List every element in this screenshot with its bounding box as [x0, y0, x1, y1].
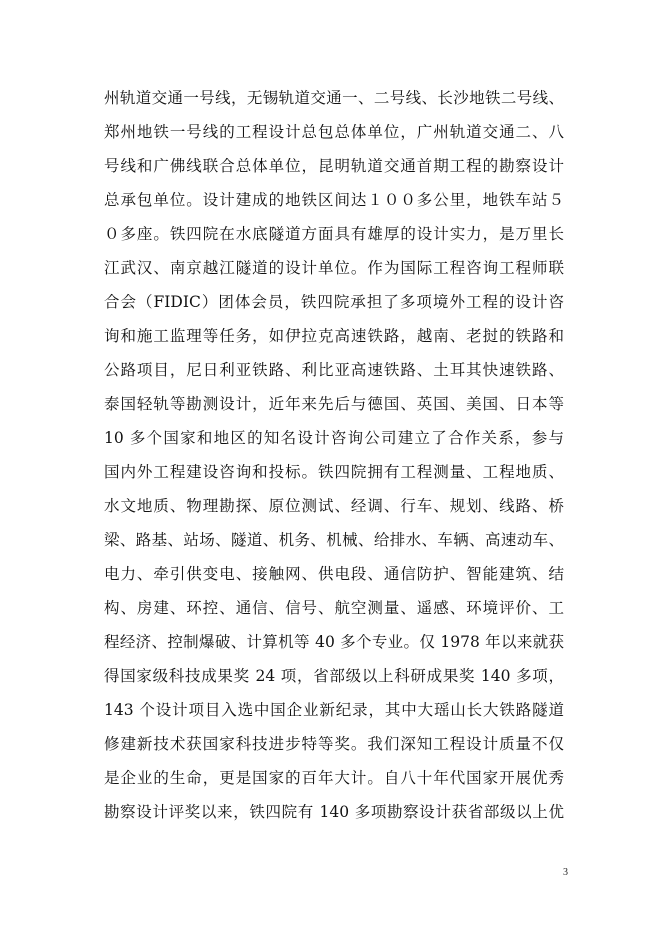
text-line: 得国家级科技成果奖 24 项，省部级以上科研成果奖 140 多项， — [104, 667, 564, 685]
text-line: 泰国轻轨等勘测设计，近年来先后与德国、英国、美国、日本等 — [104, 395, 564, 413]
text-line: 勘察设计评奖以来，铁四院有 140 多项勘察设计获省部级以上优 — [104, 803, 564, 821]
text-line: 构、房建、环控、通信、信号、航空测量、遥感、环境评价、工 — [104, 599, 564, 617]
text-line: 是企业的生命，更是国家的百年大计。自八十年代国家开展优秀 — [104, 769, 564, 787]
text-line: 江武汉、南京越江隧道的设计单位。作为国际工程咨询工程师联 — [104, 259, 564, 277]
text-line: 修建新技术获国家科技进步特等奖。我们深知工程设计质量不仅 — [104, 735, 564, 753]
text-line: 号线和广佛线联合总体单位，昆明轨道交通首期工程的勘察设计 — [104, 157, 564, 175]
page-number: 3 — [563, 867, 568, 878]
text-line: 总承包单位。设计建成的地铁区间达１００多公里，地铁车站５ — [104, 191, 564, 209]
text-line: 州轨道交通一号线，无锡轨道交通一、二号线、长沙地铁二号线、 — [104, 89, 564, 107]
text-line: 郑州地铁一号线的工程设计总包总体单位，广州轨道交通二、八 — [104, 123, 564, 141]
text-line: 公路项目，尼日利亚铁路、利比亚高速铁路、土耳其快速铁路、 — [104, 361, 564, 379]
text-line: 143 个设计项目入选中国企业新纪录，其中大瑶山长大铁路隧道 — [104, 701, 564, 719]
text-line: 10 多个国家和地区的知名设计咨询公司建立了合作关系，参与 — [104, 429, 564, 447]
text-line: 电力、牵引供变电、接触网、供电段、通信防护、智能建筑、结 — [104, 565, 564, 583]
text-line: 梁、路基、站场、隧道、机务、机械、给排水、车辆、高速动车、 — [104, 531, 564, 549]
text-line: 合会（FIDIC）团体会员，铁四院承担了多项境外工程的设计咨 — [104, 293, 564, 311]
text-line: 国内外工程建设咨询和投标。铁四院拥有工程测量、工程地质、 — [104, 463, 564, 481]
text-line: 水文地质、物理勘探、原位测试、经调、行车、规划、线路、桥 — [104, 497, 564, 515]
text-line: 询和施工监理等任务，如伊拉克高速铁路，越南、老挝的铁路和 — [104, 327, 564, 345]
text-line: ０多座。铁四院在水底隧道方面具有雄厚的设计实力，是万里长 — [104, 225, 564, 243]
text-line: 程经济、控制爆破、计算机等 40 多个专业。仅 1978 年以来就获 — [104, 633, 564, 651]
